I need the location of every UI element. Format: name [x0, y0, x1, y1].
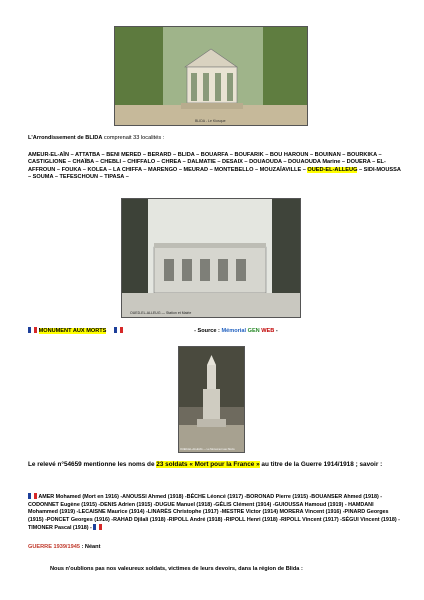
monument-caption: OUED-EL-ALLEUG — Le Monument aux Morts — [180, 448, 235, 451]
french-flag-icon — [93, 524, 102, 530]
intro-line — [28, 135, 408, 142]
intro-suffix: comprenait 33 localités : — [102, 135, 165, 141]
localities-before: AMEUR-EL-AÏN – ATTATBA – BENI MERED – BERARD – BLIDA – BOUARFA – BOUFARIK – BOU HAROUN – BOUINAN – BOURKIKA – CASTIGLIONE – CHAÏBA – CHEBLI – CHIFFALO – CHREA – DALMATIE – DESAIX – DOUAOUDA – DOUAOUDA Marine – DOUERA – EL-AFFROUN – FOUKA – KOLEA – LA CHIFFA – MARENGO – MEURAD – MONTEBELLO – MOUZAÏAVILLE – — [28, 152, 386, 173]
localities-list — [28, 152, 402, 182]
station-illustration — [122, 199, 300, 317]
releve-highlight: 23 soldats « Mort pour la France » — [156, 461, 260, 468]
station-caption: OUED-EL-ALLEUG — Station et Mairie — [130, 311, 192, 315]
ww2-label: GUERRE 1939/1945 — [28, 544, 80, 550]
monument-illustration — [179, 347, 244, 452]
localities-highlight: OUED-EL-ALLEUG — [307, 166, 358, 173]
french-flag-icon — [28, 493, 37, 499]
kiosk-photo — [114, 26, 308, 126]
source-prefix: - Source : — [194, 328, 222, 334]
intro-prefix: L'Arrondissement de BLIDA — [28, 135, 103, 141]
releve-suffix: au titre de la Guerre 1914/1918 ; savoir : — [259, 461, 383, 468]
localities-after: – SIDI-MOUSSA – SOUMA – TEFESCHOUN – TIPASA – — [28, 166, 401, 181]
footer-text: Nous n'oublions pas nos valeureux soldats, victimes de leurs devoirs, dans la région de Blida : — [50, 566, 303, 572]
french-flag-icon — [114, 327, 123, 333]
soldiers-list — [28, 493, 402, 533]
source-memorial-link[interactable]: Mémorial — [221, 328, 247, 334]
station-photo — [121, 198, 301, 318]
kiosk-illustration — [115, 27, 307, 125]
source-web: WEB — [261, 328, 275, 334]
kiosk-caption: BLIDA - Le Kiosque — [195, 119, 226, 123]
releve-prefix: Le relevé n°54659 mentionne les noms de — [28, 461, 157, 468]
french-flag-icon — [28, 327, 37, 333]
soldiers-text: AMER Mohamed (Mort en 1916) -ANOUSSI Ahmed (1918) -BÉCHE Léoncé (1917) -BORONAD Pierre (1915) -BOUANSER Ahmed (1918) -CODONNET Eugène (1915) -DENIS Adrien (1915) -DUGUE Manuel (1918) -GÉLIS Clément (1914) -GUIOUSSA Hamoud (1919) - HAMDANI Mohammed (1919) -LECAISNE Maurice (1914) -LINARÈS Christophe (1917) -MESTRE Victor (1914) MORERA Vincent (1916) -PINARD Georges (1915) -PONCET Georges (1916) -RAHAD Djilali (1918) -RIPOLL André (1918) -RIPOLL Henri (1918) -RIPOLL Vincent (1917) -SÉGUI Vincent (1918) -TIMONER Pascal (1918) - — [28, 494, 400, 532]
ww2-value: : Néant — [79, 544, 101, 550]
monument-photo — [178, 346, 245, 453]
source-gen: GEN — [247, 328, 260, 334]
ww2-line — [28, 544, 100, 551]
monument-line — [28, 327, 408, 335]
source-suffix: - — [274, 328, 278, 334]
monument-label: MONUMENT AUX MORTS — [38, 328, 107, 334]
releve-paragraph — [28, 461, 402, 470]
